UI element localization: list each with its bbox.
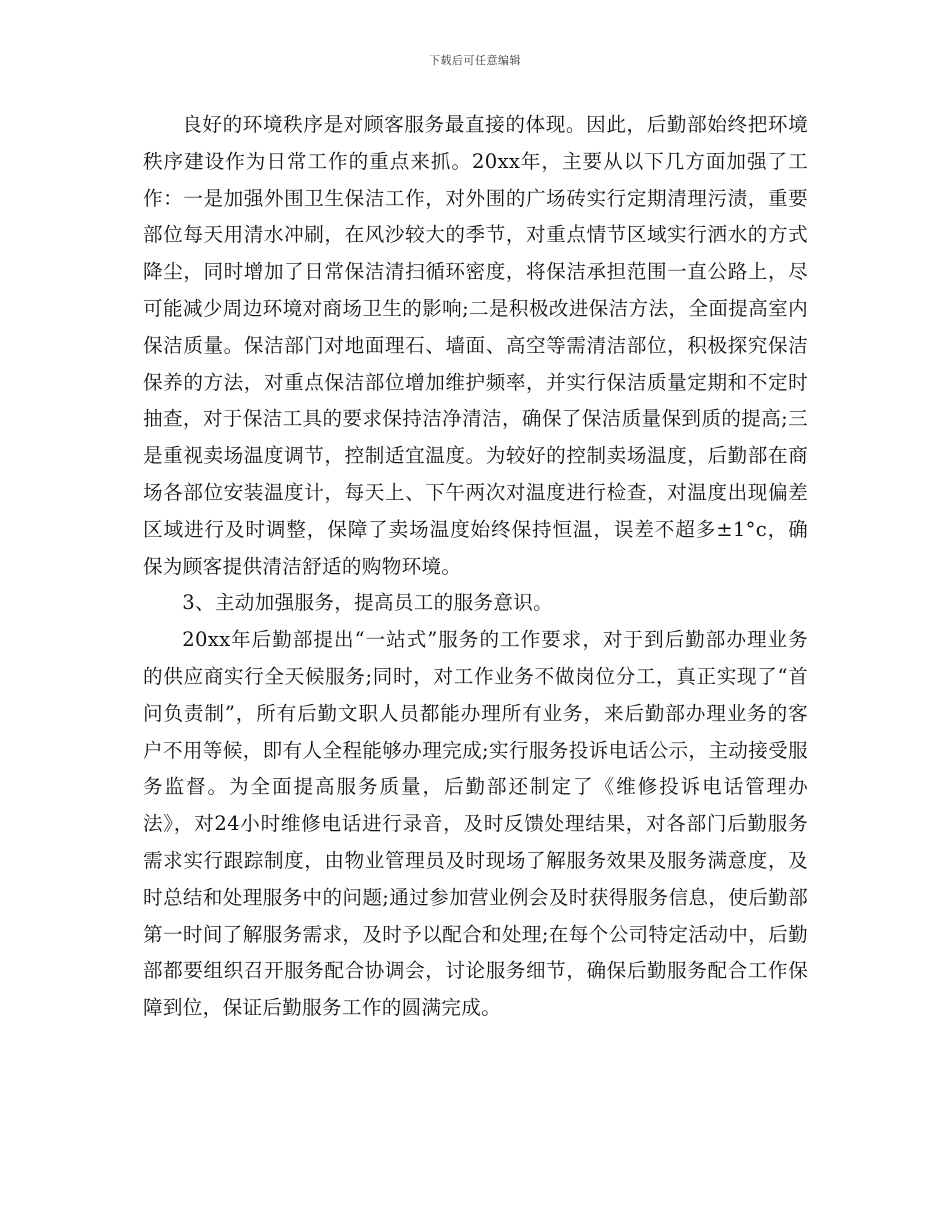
- page-header-note: 下载后可任意编辑: [429, 54, 521, 67]
- document-body: [143, 107, 808, 1027]
- section-heading-service: 3、主动加强服务，提高员工的服务意识。: [182, 591, 554, 615]
- paragraph-environment-order: 良好的环境秩序是对顾客服务最直接的体现。因此，后勤部始终把环境秩序建设作为日常工作的重点来抓。20xx年，主要从以下几方面加强了工作：一是加强外围卫生保洁工作，对外围的广场砖实行定期清理污渍，重要部位每天用清水冲刷，在风沙较大的季节，对重点情节区域实行洒水的方式降尘，同时增加了日常保洁清扫循环密度，将保洁承担范围一直公路上，尽可能减少周边环境对商场卫生的影响;二是积极改进保洁方法，全面提高室内保洁质量。保洁部门对地面理石、墙面、高空等需清洁部位，积极探究保洁保养的方法，对重点保洁部位增加维护频率，并实行保洁质量定期和不定时抽查，对于保洁工具的要求保持洁净清洁，确保了保洁质量保到质的提高;三是重视卖场温度调节，控制适宜温度。为较好的控制卖场温度，后勤部在商场各部位安装温度计，每天上、下午两次对温度进行检查，对温度出现偏差区域进行及时调整，保障了卖场温度始终保持恒温，误差不超多±1°c，确保为顾客提供清洁舒适的购物环境。: [143, 113, 808, 578]
- paragraph-one-stop-service: 20xx年后勤部提出“一站式”服务的工作要求，对于到后勤部办理业务的供应商实行全天候服务;同时，对工作业务不做岗位分工，真正实现了“首问负责制”，所有后勤文职人员都能办理所有业务，来后勤部办理业务的客户不用等候，即有人全程能够办理完成;实行服务投诉电话公示，主动接受服务监督。为全面提高服务质量，后勤部还制定了《维修投诉电话管理办法》，对24小时维修电话进行录音，及时反馈处理结果，对各部门后勤服务需求实行跟踪制度，由物业管理员及时现场了解服务效果及服务满意度，及时总结和处理服务中的问题;通过参加营业例会及时获得服务信息，使后勤部第一时间了解服务需求，及时予以配合和处理;在每个公司特定活动中，后勤部都要组织召开服务配合协调会，讨论服务细节，确保后勤服务配合工作保障到位，保证后勤服务工作的圆满完成。: [143, 628, 808, 1020]
